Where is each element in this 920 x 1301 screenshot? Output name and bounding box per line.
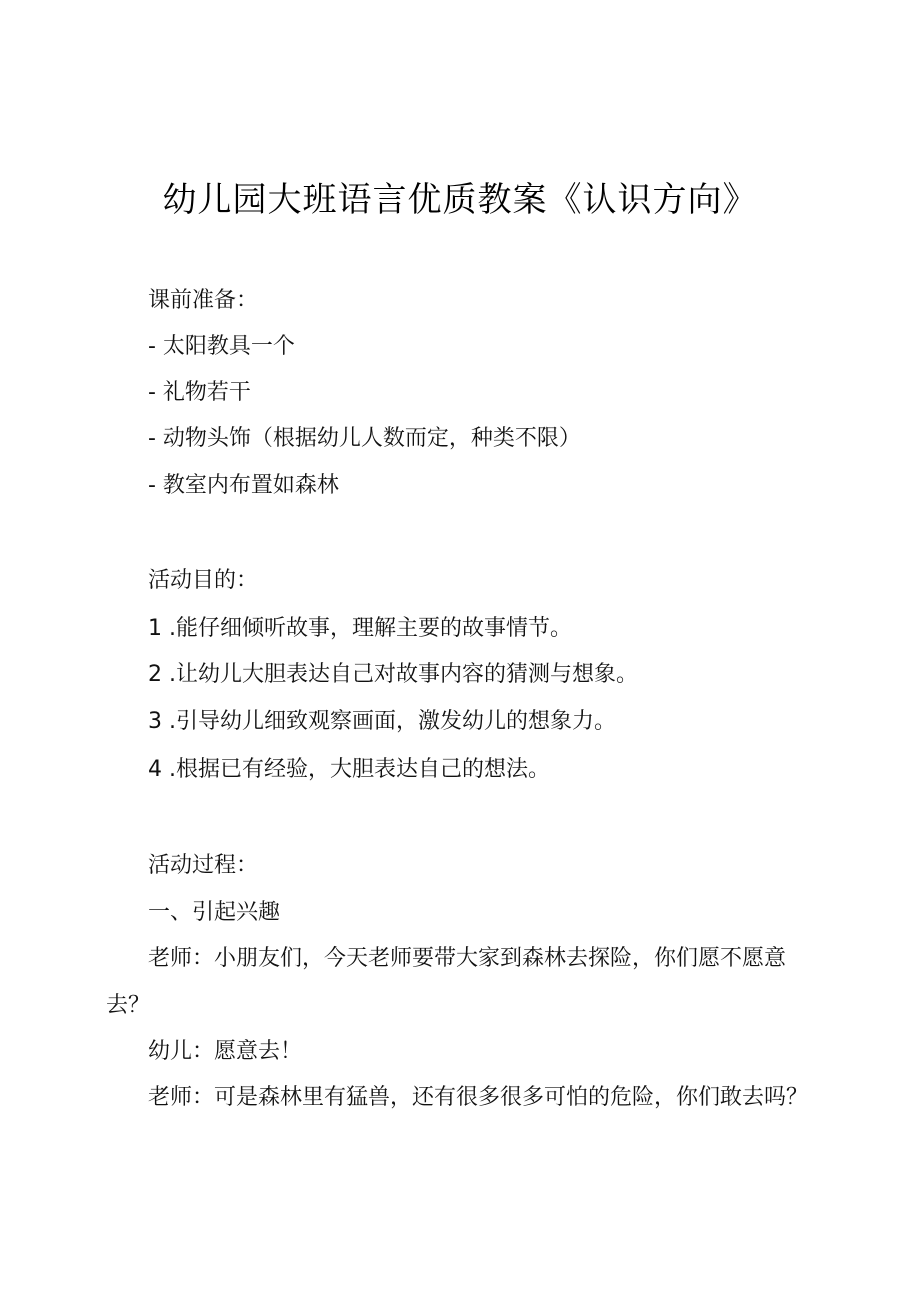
dialogue-line-continuation: 去？ bbox=[106, 993, 151, 1018]
prep-item: - 礼物若干 bbox=[148, 380, 251, 405]
goal-item: 4 .根据已有经验，大胆表达自己的想法。 bbox=[148, 757, 550, 782]
dialogue-line: 老师：小朋友们，今天老师要带大家到森林去探险，你们愿不愿意 bbox=[148, 946, 787, 971]
process-heading: 活动过程： bbox=[148, 853, 259, 878]
document-title: 幼儿园大班语言优质教案《认识方向》 bbox=[162, 180, 758, 220]
prep-item: - 动物头饰（根据幼儿人数而定，种类不限） bbox=[148, 426, 581, 451]
goal-item: 3 .引导幼儿细致观察画面，激发幼儿的想象力。 bbox=[148, 709, 616, 734]
prep-heading: 课前准备： bbox=[148, 288, 259, 313]
process-section-title: 一、引起兴趣 bbox=[148, 900, 281, 925]
goals-heading: 活动目的： bbox=[148, 568, 259, 593]
prep-item: - 太阳教具一个 bbox=[148, 334, 295, 359]
goal-item: 1 .能仔细倾听故事，理解主要的故事情节。 bbox=[148, 616, 572, 641]
dialogue-line: 老师：可是森林里有猛兽，还有很多很多可怕的危险，你们敢去吗？ bbox=[148, 1085, 809, 1110]
goal-item: 2 .让幼儿大胆表达自己对故事内容的猜测与想象。 bbox=[148, 662, 638, 687]
dialogue-line: 幼儿：愿意去！ bbox=[148, 1039, 303, 1064]
prep-item: - 教室内布置如森林 bbox=[148, 473, 339, 498]
